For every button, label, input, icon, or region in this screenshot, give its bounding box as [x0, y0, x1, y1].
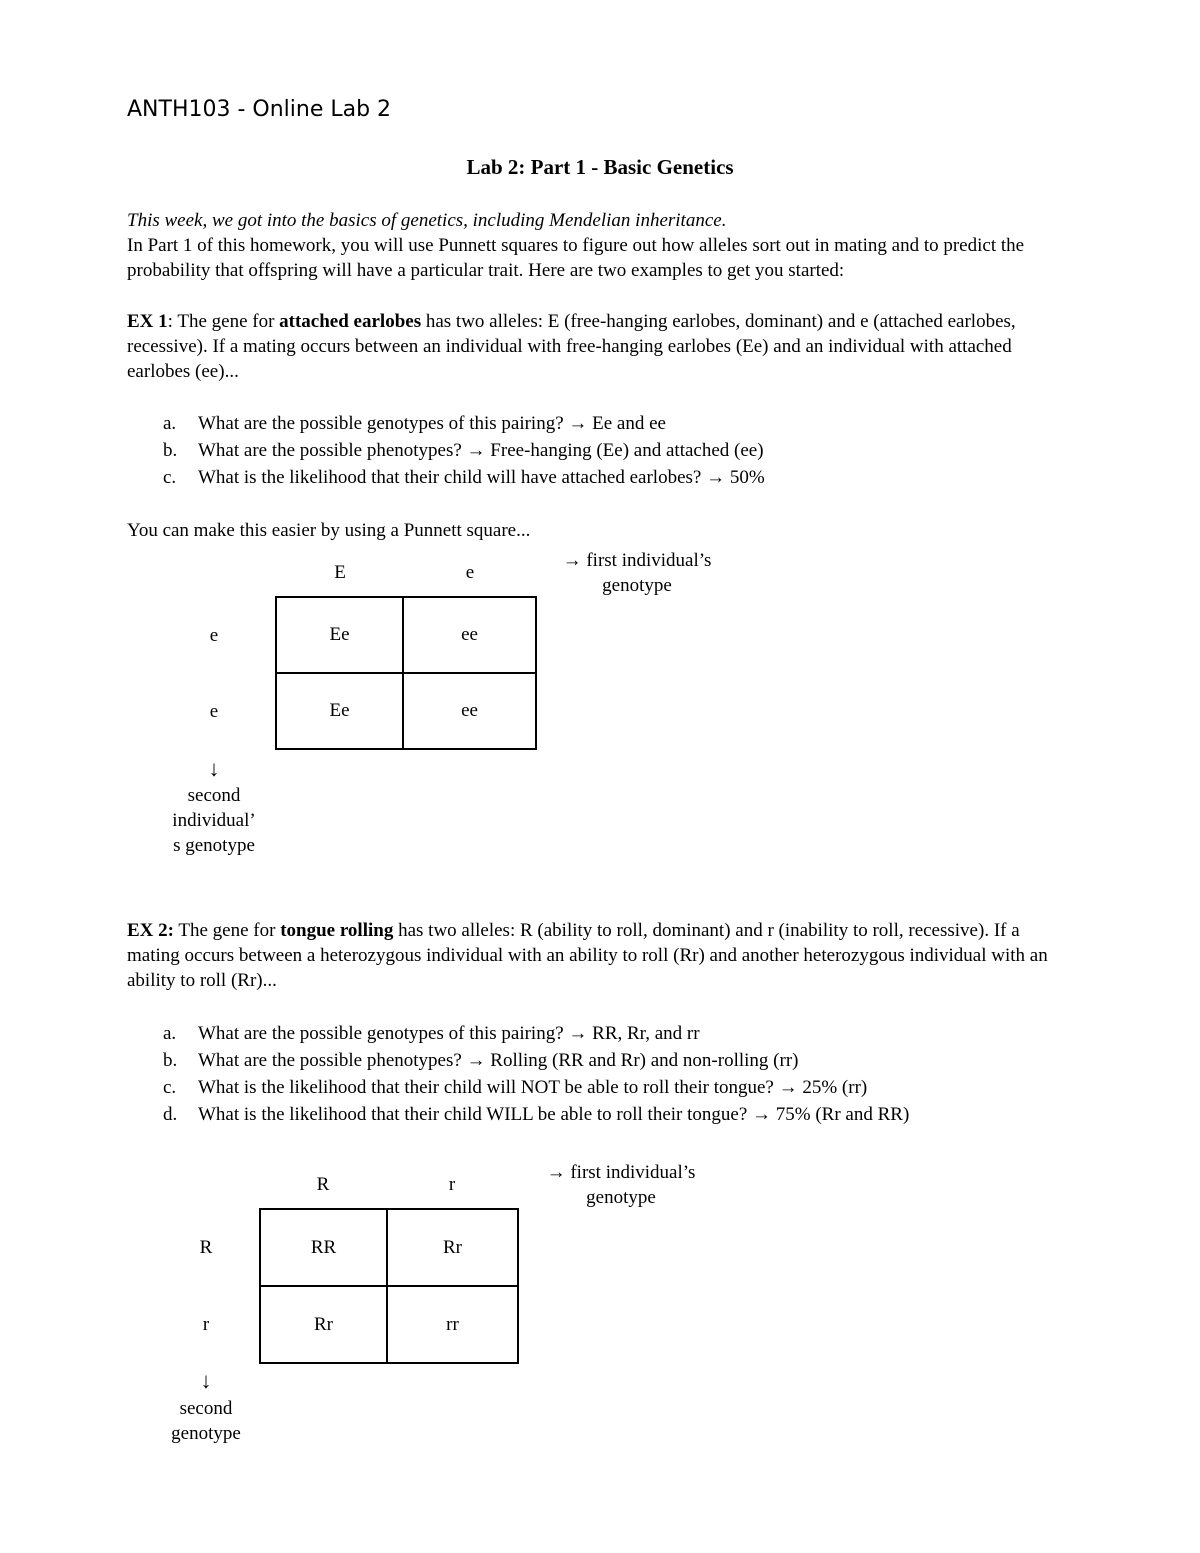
punnett-cell: Ee [276, 673, 403, 749]
ex2-side-allele-2: r [202, 1314, 210, 1335]
ex1-top-allele-1: E [334, 562, 346, 583]
ex2-paragraph [127, 918, 1077, 993]
ex2-side-label: second genotype [171, 1398, 241, 1444]
punnett-cell: Rr [387, 1209, 518, 1286]
ex2-top-allele-1: R [316, 1174, 330, 1195]
intro-italic: This week, we got into the basics of genetics, including Mendelian inheritance. [127, 210, 727, 231]
ex1-bold: attached earlobes [279, 311, 422, 332]
page-title: Lab 2: Part 1 - Basic Genetics [466, 155, 734, 179]
ex2-top-allele-2: r [448, 1174, 456, 1195]
ex1-down-arrow: ↓ [208, 756, 220, 781]
ex1-label: EX 1 [127, 311, 168, 332]
list-item: c. What is the likelihood that their child will have attached earlobes? → 50% [163, 467, 765, 488]
ex2-pre: The gene for [173, 920, 281, 941]
ex1-question-list [163, 410, 765, 491]
ex2-label: EX 2: [127, 920, 174, 941]
ex2-bold: tongue rolling [280, 920, 394, 941]
list-item: b. What are the possible phenotypes? → Free-hanging (Ee) and attached (ee) [163, 440, 764, 461]
ex1-punnett-square [275, 596, 537, 750]
ex2-down-arrow: ↓ [200, 1368, 212, 1393]
ex2-post: has two alleles: R (ability to roll, dominant) and r (inability to roll, recessive). If a mating occurs between a heterozygous individual with an ability to roll (Rr) and another heterozygous individual with an ability to roll (Rr)... [127, 920, 1048, 991]
list-item: a. What are the possible genotypes of this pairing? → RR, Rr, and rr [163, 1023, 700, 1044]
intro-text: In Part 1 of this homework, you will use Punnett squares to figure out how alleles sort out in mating and to predict the probability that offspring will have a particular trait. Here are two examples to get you started: [127, 235, 1025, 281]
list-item: b. What are the possible phenotypes? → Rolling (RR and Rr) and non-rolling (rr) [163, 1050, 799, 1071]
punnett-cell: RR [260, 1209, 387, 1286]
ex1-top-label: → first individual’s genotype [562, 550, 712, 596]
ex1-side-allele-2: e [209, 701, 219, 722]
list-item: a. What are the possible genotypes of this pairing? → Ee and ee [163, 413, 666, 434]
list-item: c. What is the likelihood that their child will NOT be able to roll their tongue? → 25% (rr) [163, 1077, 868, 1098]
ex2-top-label: → first individual’s genotype [546, 1162, 696, 1208]
punnett-cell: rr [387, 1286, 518, 1363]
ex2-question-list [163, 1020, 909, 1128]
ex1-side-label: second individual’ s genotype [172, 785, 256, 856]
punnett-cell: ee [403, 673, 536, 749]
punnett-intro: You can make this easier by using a Punnett square... [127, 520, 531, 541]
document-header: ANTH103 - Online Lab 2 [127, 97, 392, 122]
ex1-post: has two alleles: E (free-hanging earlobes, dominant) and e (attached earlobes, recessive). If a mating occurs between an individual with free-hanging earlobes (Ee) and an individual with attached earlobes (ee)... [127, 311, 1016, 382]
list-item: d. What is the likelihood that their child WILL be able to roll their tongue? → 75% (Rr and RR) [163, 1104, 910, 1125]
ex1-paragraph [127, 309, 1077, 384]
ex2-side-allele-1: R [199, 1237, 213, 1258]
punnett-cell: Rr [260, 1286, 387, 1363]
ex1-top-allele-2: e [465, 562, 475, 583]
punnett-cell: ee [403, 597, 536, 673]
ex2-punnett-square [259, 1208, 519, 1364]
ex1-pre: : The gene for [167, 311, 280, 332]
ex1-side-allele-1: e [209, 625, 219, 646]
punnett-cell: Ee [276, 597, 403, 673]
